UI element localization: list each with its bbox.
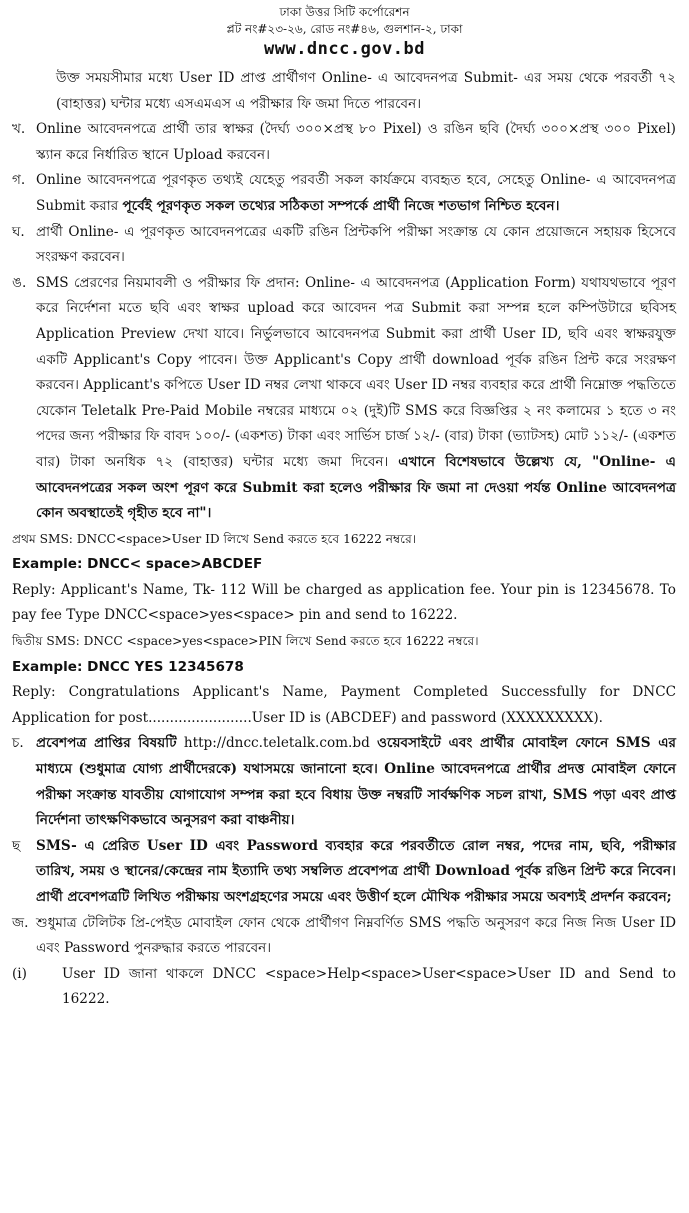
sms1-reply: Reply: Applicant's Name, Tk- 112 Will be charged as application fee. Your pin is 12345678. To pay fee Type DNCC<space>yes<space> pin and send to 16222. xyxy=(12,581,676,624)
item-marker: খ. xyxy=(12,121,26,138)
item-text: শুধুমাত্র টেলিটক প্রি-পেইড মোবাইল ফোন থেকে প্রার্থীগণ নিম্নবর্ণিত SMS পদ্ধতি অনুসরণ করে নিজ নিজ User ID এবং Password পুনরুদ্ধার করতে পারবেন। xyxy=(36,914,676,957)
sms2-instruction: দ্বিতীয় SMS: DNCC <space>yes<space>PIN লিখে Send করতে হবে 16222 নম্বরে। xyxy=(12,634,479,649)
item-marker: (i) xyxy=(12,965,27,982)
item-ga xyxy=(12,168,676,219)
item-text: SMS প্রেরণের নিয়মাবলী ও পরীক্ষার ফি প্রদান: Online- এ আবেদনপত্র (Application Form) যথাযথভাবে পূরণ করে নির্দেশনা মতে ছবি এবং স্বাক্ষর upload করে আবেদন পত্র Submit করা সম্পন্ন হলে কম্পিউটারে ছবিসহ Application Preview দেখা যাবে। নির্ভুলভাবে আবেদনপত্র Submit করা প্রার্থী User ID, ছবি এবং স্বাক্ষরযুক্ত একটি Applicant's Copy পাবেন। উক্ত Applicant's Copy প্রার্থী download পূর্বক রঙিন প্রিন্ট করে সংরক্ষণ করবেন। Applicant's কপিতে User ID নম্বর লেখা থাকবে এবং User ID নম্বর ব্যবহার করে প্রার্থী নিম্নোক্ত পদ্ধতিতে যেকোন Teletalk Pre-Paid Mobile নম্বরের মাধ্যমে ০২ (দুই)টি SMS করে বিজ্ঞপ্তির ২ নং কলামের ১ হতে ৩ নং পদের জন্য পরীক্ষার ফি বাবদ ১০০/- (একশত) টাকা এবং সার্ভিস চার্জ ১২/- (বার) টাকা (ভ্যাটসহ) মোট ১১২/- (একশত বার) টাকা অনধিক ৭২ (বাহাত্তর) ঘন্টার মধ্যে জমা দিবেন। xyxy=(36,274,676,470)
sms1-example: Example: DNCC< space>ABCDEF xyxy=(12,556,263,573)
document-body xyxy=(12,66,676,1013)
item-text: প্রার্থী Online- এ পূরণকৃত আবেদনপত্রের একটি রঙিন প্রিন্টকপি পরীক্ষা সংক্রান্ত যে কোন প্রয়োজনে সহায়ক হিসেবে সংরক্ষণ করবেন। xyxy=(36,223,676,266)
item-marker: ছ xyxy=(12,837,21,854)
sms2-example: Example: DNCC YES 12345678 xyxy=(12,658,244,675)
item-gha xyxy=(12,220,676,271)
item-marker: ঘ. xyxy=(12,223,25,240)
item-bold-text: পূর্বেই পূরণকৃত সকল তথ্যের সঠিকতা সম্পর্কে প্রার্থী নিজে শতভাগ নিশ্চিত হবেন। xyxy=(122,197,560,214)
item-text: Online আবেদনপত্রে প্রার্থী তার স্বাক্ষর (দৈর্ঘ্য ৩০০×প্রস্থ ৮০ Pixel) ও রঙিন ছবি (দৈর্ঘ্য ৩০০×প্রস্থ ৩০০ Pixel) স্ক্যান করে নির্ধারিত স্থানে Upload করবেন। xyxy=(36,121,676,163)
org-website: www.dncc.gov.bd xyxy=(263,39,426,59)
item-marker: জ. xyxy=(12,914,29,931)
item-marker: ঙ. xyxy=(12,274,27,291)
item-marker: চ. xyxy=(12,735,24,752)
item-chha xyxy=(12,834,676,911)
item-text: User ID জানা থাকলে DNCC <space>Help<space>User<space>User ID and Send to 16222. xyxy=(62,965,676,1008)
item-ja xyxy=(12,911,676,962)
org-name: ঢাকা উত্তর সিটি কর্পোরেশন xyxy=(279,5,410,19)
item-kha xyxy=(12,117,676,168)
item-cha xyxy=(12,731,676,833)
sms1-instruction: প্রথম SMS: DNCC<space>User ID লিখে Send করতে হবে 16222 নম্বরে। xyxy=(12,531,417,546)
teletalk-link[interactable]: http://dncc.teletalk.com.bd xyxy=(183,735,370,752)
item-bold-text: প্রবেশপত্র প্রাপ্তির বিষয়টি xyxy=(36,735,177,752)
item-uma xyxy=(12,271,676,527)
item-text: Online আবেদনপত্রে পূরণকৃত তথ্যই যেহেতু পরবর্তী সকল কার্যক্রমে ব্যবহৃত হবে, সেহেতু Online- এ আবেদনপত্র Submit করার xyxy=(36,172,676,214)
item-roman-1 xyxy=(12,962,676,1013)
item-bold-text: SMS- এ প্রেরিত User ID এবং Password ব্যবহার করে পরবর্তীতে রোল নম্বর, পদের নাম, ছবি, পরীক্ষার তারিখ, সময় ও স্থানের/কেন্দ্রের নাম ইত্যাদি তথ্য সম্বলিত প্রবেশপত্র প্রার্থী Download পূর্বক রঙিন প্রিন্ট করে নিবেন। প্রার্থী প্রবেশপত্রটি লিখিত পরীক্ষায় অংশগ্রহণের সময়ে এবং উত্তীর্ণ হলে মৌখিক পরীক্ষার সময়ে অবশ্যই প্রদর্শন করবেন; xyxy=(36,837,676,905)
org-address: প্লট নং#২৩-২৬, রোড নং#৪৬, গুলশান-২, ঢাকা xyxy=(226,22,463,36)
item-bold-text: ওয়েবসাইটে এবং প্রার্থীর মোবাইল ফোনে SMS এর মাধ্যমে (শুধুমাত্র যোগ্য প্রার্থীদেরকে) যথাসময়ে জানানো হবে। Online আবেদনপত্রে প্রার্থীর প্রদত্ত মোবাইল ফোনে পরীক্ষা সংক্রান্ত যাবতীয় যোগাযোগ সম্পন্ন করা হবে বিধায় উক্ত নম্বরটি সার্বক্ষণিক সচল রাখা, SMS পড়া এবং প্রাপ্ত নির্দেশনা তাৎক্ষণিকভাবে অনুসরণ করা বাঞ্চনীয়। xyxy=(36,735,677,829)
sms2-reply: Reply: Congratulations Applicant's Name, Payment Completed Successfully for DNCC Application for post........................User ID is (ABCDEF) and password (XXXXXXXXX). xyxy=(12,684,676,726)
document-header xyxy=(0,4,689,60)
intro-paragraph: উক্ত সময়সীমার মধ্যে User ID প্রাপ্ত প্রার্থীগণ Online- এ আবেদনপত্র Submit- এর সময় থেকে পরবর্তী ৭২ (বাহাত্তর) ঘন্টার মধ্যে এসএমএস এ পরীক্ষার ফি জমা দিতে পারবেন। xyxy=(56,70,676,112)
item-bold-text: এখানে বিশেষভাবে উল্লেখ্য যে, "Online- এ আবেদনপত্রের সকল অংশ পূরণ করে Submit করা হলেও পরীক্ষার ফি জমা না দেওয়া পর্যন্ত Online আবেদনপত্র কোন অবস্থাতেই গৃহীত হবে না"। xyxy=(36,453,677,522)
item-marker: গ. xyxy=(12,172,26,189)
